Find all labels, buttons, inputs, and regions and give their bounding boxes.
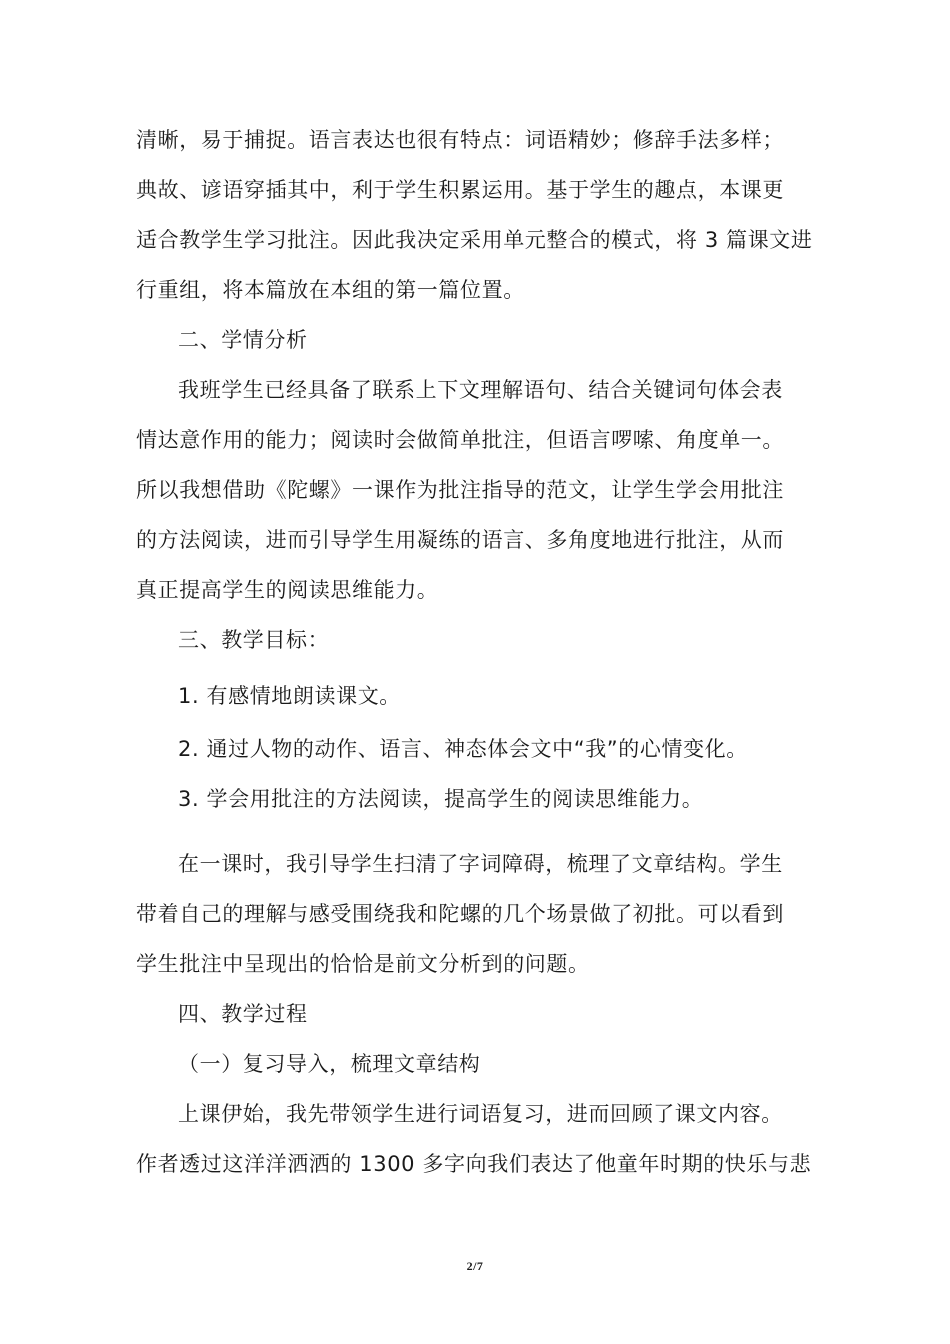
text-line: 典故、谚语穿插其中，利于学生积累运用。基于学生的趣点，本课更 <box>136 178 784 202</box>
text-line: 学生批注中呈现出的恰恰是前文分析到的问题。 <box>136 952 590 976</box>
text-line: 我班学生已经具备了联系上下文理解语句、结合关键词句体会表 <box>178 378 783 402</box>
list-item: 1. 有感情地朗读课文。 <box>178 684 401 708</box>
text-line: 带着自己的理解与感受围绕我和陀螺的几个场景做了初批。可以看到 <box>136 902 784 926</box>
text-line: 真正提高学生的阅读思维能力。 <box>136 578 439 602</box>
text-line: 的方法阅读，进而引导学生用凝练的语言、多角度地进行批注，从而 <box>136 528 784 552</box>
section-heading: 三、教学目标： <box>178 628 330 652</box>
text-line: 在一课时，我引导学生扫清了字词障碍，梳理了文章结构。学生 <box>178 852 783 876</box>
list-item: 3. 学会用批注的方法阅读，提高学生的阅读思维能力。 <box>178 787 704 811</box>
text-line: 上课伊始，我先带领学生进行词语复习，进而回顾了课文内容。 <box>178 1102 783 1126</box>
section-heading: 四、教学过程 <box>178 1002 308 1026</box>
text-line: 行重组，将本篇放在本组的第一篇位置。 <box>136 278 525 302</box>
page-number: 2/7 <box>466 1259 484 1273</box>
text-line: 适合教学生学习批注。因此我决定采用单元整合的模式，将 3 篇课文进 <box>136 228 813 252</box>
subsection-heading: （一）复习导入，梳理文章结构 <box>178 1052 481 1076</box>
text-line: 清晰，易于捕捉。语言表达也很有特点：词语精妙；修辞手法多样； <box>136 128 784 152</box>
text-line: 所以我想借助《陀螺》一课作为批注指导的范文，让学生学会用批注 <box>136 478 784 502</box>
text-line: 作者透过这洋洋洒洒的 1300 多字向我们表达了他童年时期的快乐与悲 <box>136 1152 812 1176</box>
list-item: 2. 通过人物的动作、语言、神态体会文中“我”的心情变化。 <box>178 737 748 761</box>
section-heading: 二、学情分析 <box>178 328 308 352</box>
text-line: 情达意作用的能力；阅读时会做简单批注，但语言啰嗦、角度单一。 <box>136 428 784 452</box>
